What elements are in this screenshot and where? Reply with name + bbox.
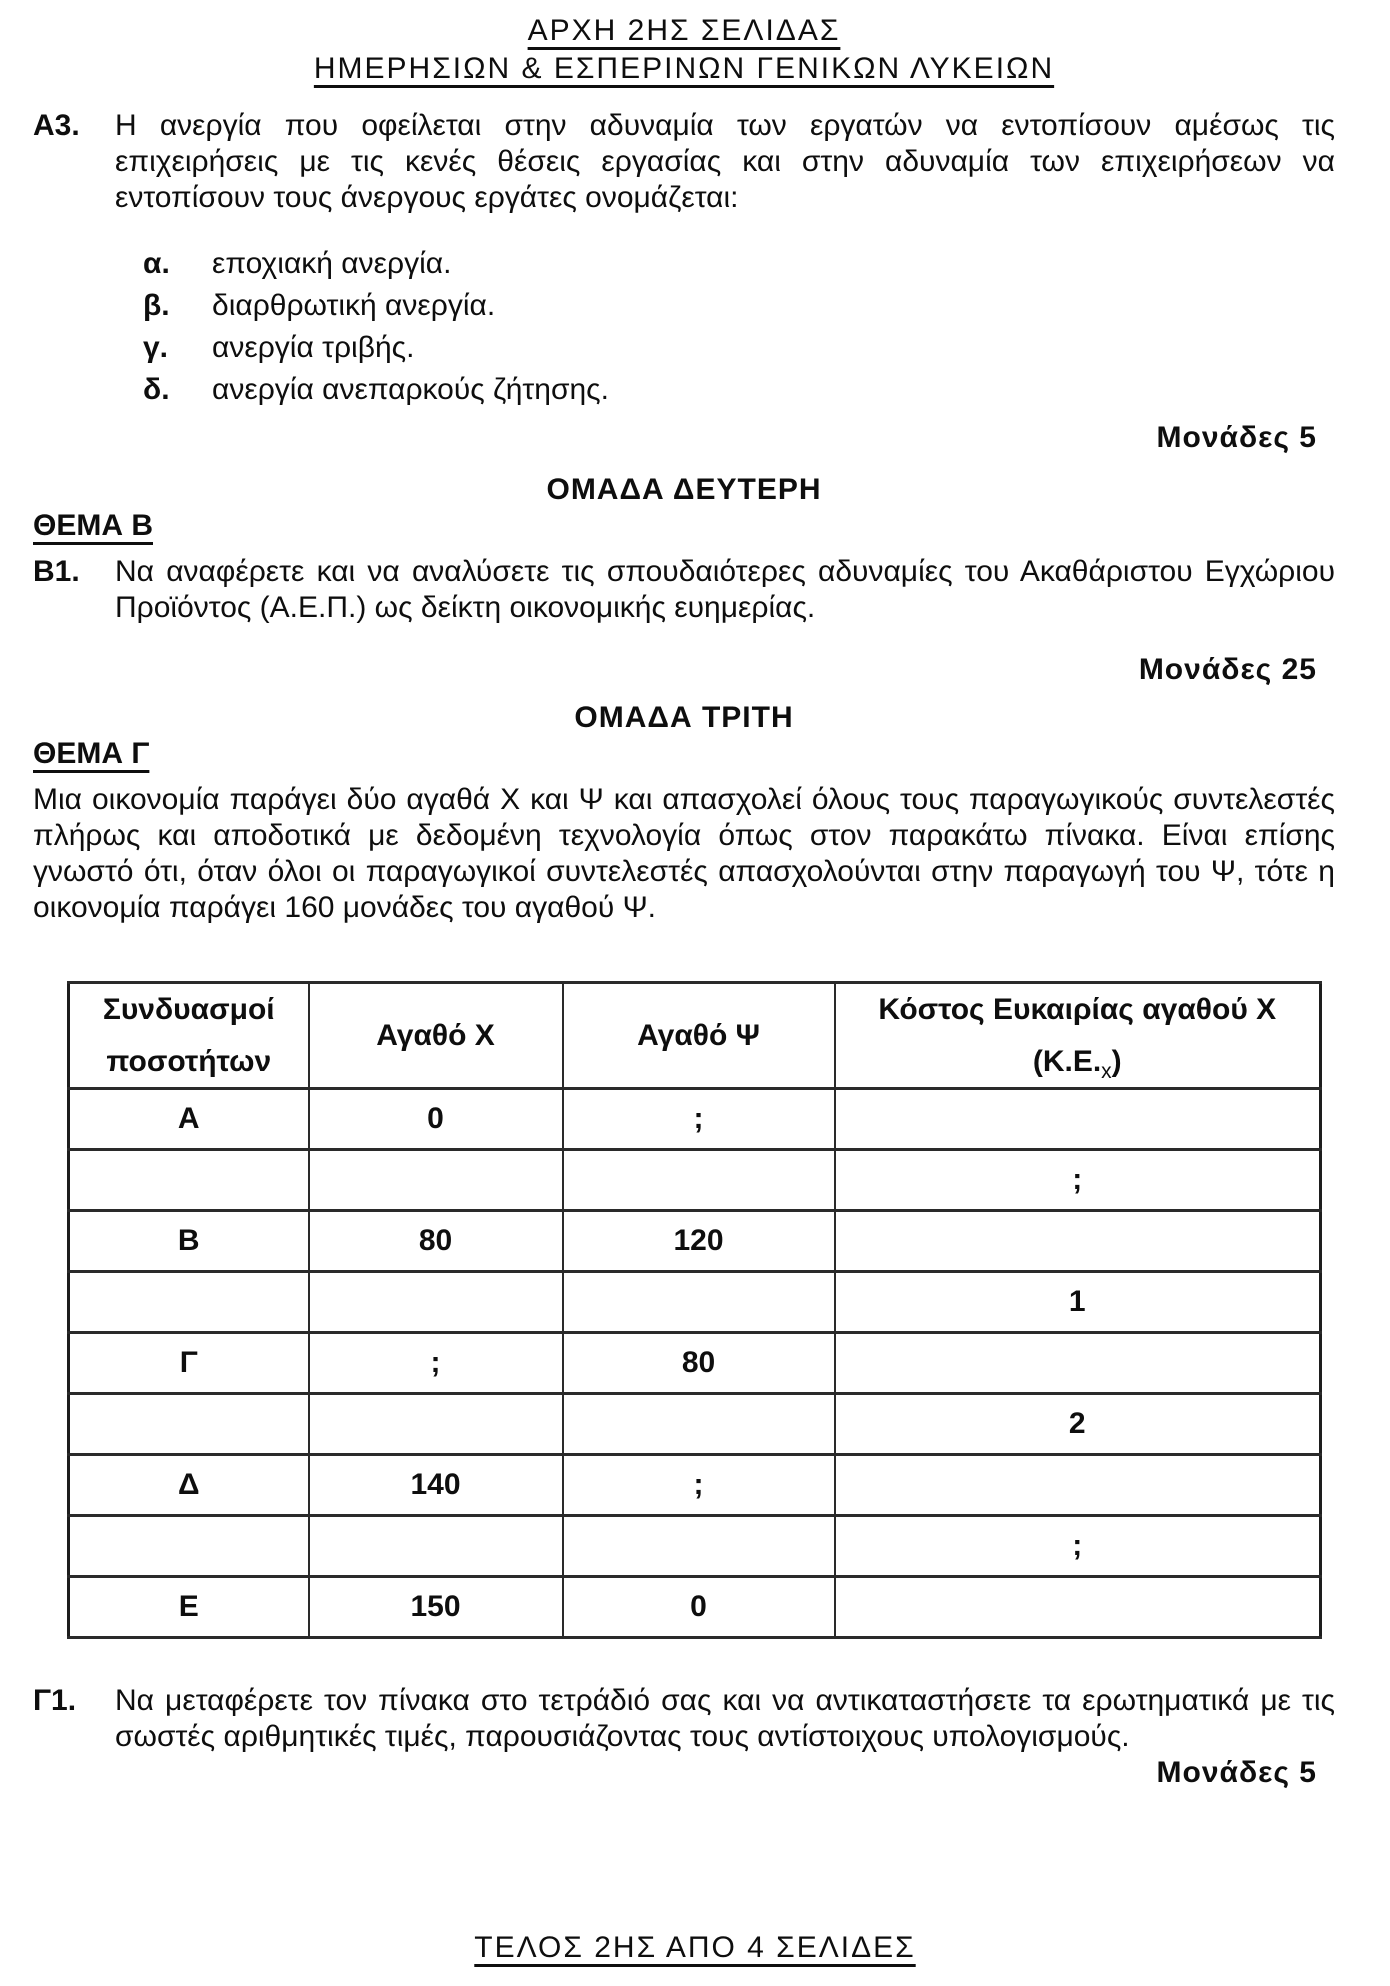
page-header-line1 xyxy=(33,12,1335,50)
theme-title-b-text: ΘΕΜΑ Β xyxy=(33,509,153,542)
option-text: ανεργία ανεπαρκούς ζήτησης. xyxy=(212,373,609,406)
option-label: β. xyxy=(143,289,170,322)
table-row xyxy=(69,1577,1321,1638)
table-cell xyxy=(835,1455,1321,1516)
page-header-line2 xyxy=(33,50,1335,88)
table-cell xyxy=(563,1516,835,1577)
col-header-good-psi: Αγαθό Ψ xyxy=(563,983,835,1089)
table-cell xyxy=(309,1394,563,1455)
page-header-line2-text: ΗΜΕΡΗΣΙΩΝ & ΕΣΠΕΡΙΝΩΝ ΓΕΝΙΚΩΝ ΛΥΚΕΙΩΝ xyxy=(313,52,1055,85)
table-row xyxy=(69,1089,1321,1150)
table-row xyxy=(69,1455,1321,1516)
option-label: γ. xyxy=(143,331,169,364)
page-footer xyxy=(0,1930,1390,1966)
col-header-opportunity-cost-line1: Κόστος Ευκαιρίας αγαθού Χ xyxy=(878,992,1277,1026)
table-row xyxy=(69,1211,1321,1272)
page-footer-text: ΤΕΛΟΣ 2ΗΣ ΑΠΟ 4 ΣΕΛΙΔΕΣ xyxy=(474,1931,916,1964)
ke-subscript: x xyxy=(1101,1059,1112,1083)
option-γ xyxy=(143,330,1335,366)
section-c-intro: Μια οικονομία παράγει δύο αγαθά Χ και Ψ και απασχολεί όλους τους παραγωγικούς συντελεστές πλήρως και αποδοτικά με δεδομένη τεχνολογία όπως στον παρακάτω πίνακα. Είναι επίσης γνωστό ότι, όταν όλοι οι παραγωγικοί συντελεστές απασχολούνται στην παραγωγή του Ψ, τότε η οικονομία παράγει 160 μονάδες του αγαθού Ψ. xyxy=(33,783,1335,924)
option-text: διαρθρωτική ανεργία. xyxy=(212,289,496,322)
table-cell: 0 xyxy=(309,1089,563,1150)
group-title-c: ΟΜΑΔΑ ΤΡΙΤΗ xyxy=(574,701,794,734)
table-cell: ; xyxy=(835,1516,1321,1577)
table-cell: 80 xyxy=(309,1211,563,1272)
question-a3-options xyxy=(143,246,1335,408)
col-header-opportunity-cost-line2: $(K.E._x)$ xyxy=(1032,1044,1122,1083)
table-cell: Ε xyxy=(69,1577,309,1638)
col-header-combinations-line1: Συνδυασμοί xyxy=(102,992,275,1026)
table-cell: Α xyxy=(69,1089,309,1150)
page-header xyxy=(33,12,1335,88)
table-cell xyxy=(563,1394,835,1455)
option-label: δ. xyxy=(143,373,170,406)
table-cell xyxy=(563,1150,835,1211)
col-header-opportunity-cost xyxy=(835,983,1321,1089)
table-cell xyxy=(69,1272,309,1333)
points-b1: Μονάδες 25 xyxy=(1138,653,1317,686)
theme-title-b xyxy=(33,508,1335,544)
table-cell: 120 xyxy=(563,1211,835,1272)
question-c1-label: Γ1. xyxy=(33,1684,77,1717)
question-c1 xyxy=(33,1683,1335,1755)
table-cell xyxy=(69,1150,309,1211)
table-cell xyxy=(309,1150,563,1211)
option-text: εποχιακή ανεργία. xyxy=(212,247,452,280)
option-α xyxy=(143,246,1335,282)
table-cell xyxy=(835,1089,1321,1150)
table-cell xyxy=(69,1394,309,1455)
table-cell: 150 xyxy=(309,1577,563,1638)
production-table xyxy=(67,981,1322,1639)
table-cell xyxy=(309,1272,563,1333)
col-header-combinations xyxy=(69,983,309,1089)
option-β xyxy=(143,288,1335,324)
table-row xyxy=(69,1272,1321,1333)
points-c1: Μονάδες 5 xyxy=(1156,1756,1317,1789)
table-row xyxy=(69,1150,1321,1211)
table-cell xyxy=(835,1577,1321,1638)
option-label: α. xyxy=(143,247,170,280)
group-title-b: ΟΜΑΔΑ ΔΕΥΤΕΡΗ xyxy=(546,473,822,506)
table-cell xyxy=(835,1333,1321,1394)
table-cell xyxy=(835,1211,1321,1272)
theme-title-c-text: ΘΕΜΑ Γ xyxy=(33,737,150,770)
table-row xyxy=(69,1516,1321,1577)
table-cell: 2 xyxy=(835,1394,1321,1455)
points-a3: Μονάδες 5 xyxy=(1156,421,1317,454)
table-cell: 140 xyxy=(309,1455,563,1516)
page-header-line1-text: ΑΡΧΗ 2ΗΣ ΣΕΛΙΔΑΣ xyxy=(527,14,841,47)
table-cell: ; xyxy=(563,1089,835,1150)
table-body xyxy=(69,1089,1321,1638)
table-cell: ; xyxy=(563,1455,835,1516)
col-header-combinations-line2: ποσοτήτων xyxy=(106,1044,272,1078)
option-δ xyxy=(143,372,1335,408)
option-text: ανεργία τριβής. xyxy=(212,331,415,364)
table-cell xyxy=(69,1516,309,1577)
question-b1-text: Να αναφέρετε και να αναλύσετε τις σπουδαιότερες αδυναμίες του Ακαθάριστου Εγχώριου Προϊόντος (Α.Ε.Π.) ως δείκτη οικονομικής ευημερίας. xyxy=(115,555,1335,624)
table-cell: Β xyxy=(69,1211,309,1272)
table-cell: 0 xyxy=(563,1577,835,1638)
question-a3-label: Α3. xyxy=(33,109,80,142)
table-cell: Δ xyxy=(69,1455,309,1516)
table-row xyxy=(69,1333,1321,1394)
table-cell: 1 xyxy=(835,1272,1321,1333)
question-b1 xyxy=(33,554,1335,626)
question-a3 xyxy=(33,108,1335,216)
table-cell: 80 xyxy=(563,1333,835,1394)
question-a3-text: Η ανεργία που οφείλεται στην αδυναμία των εργατών να εντοπίσουν αμέσως τις επιχειρήσεις με τις κενές θέσεις εργασίας και στην αδυναμία των επιχειρήσεων να εντοπίσουν τους άνεργους εργάτες ονομάζεται: xyxy=(115,109,1335,214)
col-header-good-x: Αγαθό Χ xyxy=(309,983,563,1089)
question-c1-text: Να μεταφέρετε τον πίνακα στο τετράδιό σας και να αντικαταστήσετε τα ερωτηματικά με τις σωστές αριθμητικές τιμές, παρουσιάζοντας τους αντίστοιχους υπολογισμούς. xyxy=(115,1684,1335,1753)
table-header-row xyxy=(69,983,1321,1089)
table-cell: ; xyxy=(835,1150,1321,1211)
table-cell xyxy=(563,1272,835,1333)
table-cell: Γ xyxy=(69,1333,309,1394)
table-cell: ; xyxy=(309,1333,563,1394)
table-row xyxy=(69,1394,1321,1455)
table-cell xyxy=(309,1516,563,1577)
question-b1-label: Β1. xyxy=(33,555,80,588)
theme-title-c xyxy=(33,736,1335,772)
